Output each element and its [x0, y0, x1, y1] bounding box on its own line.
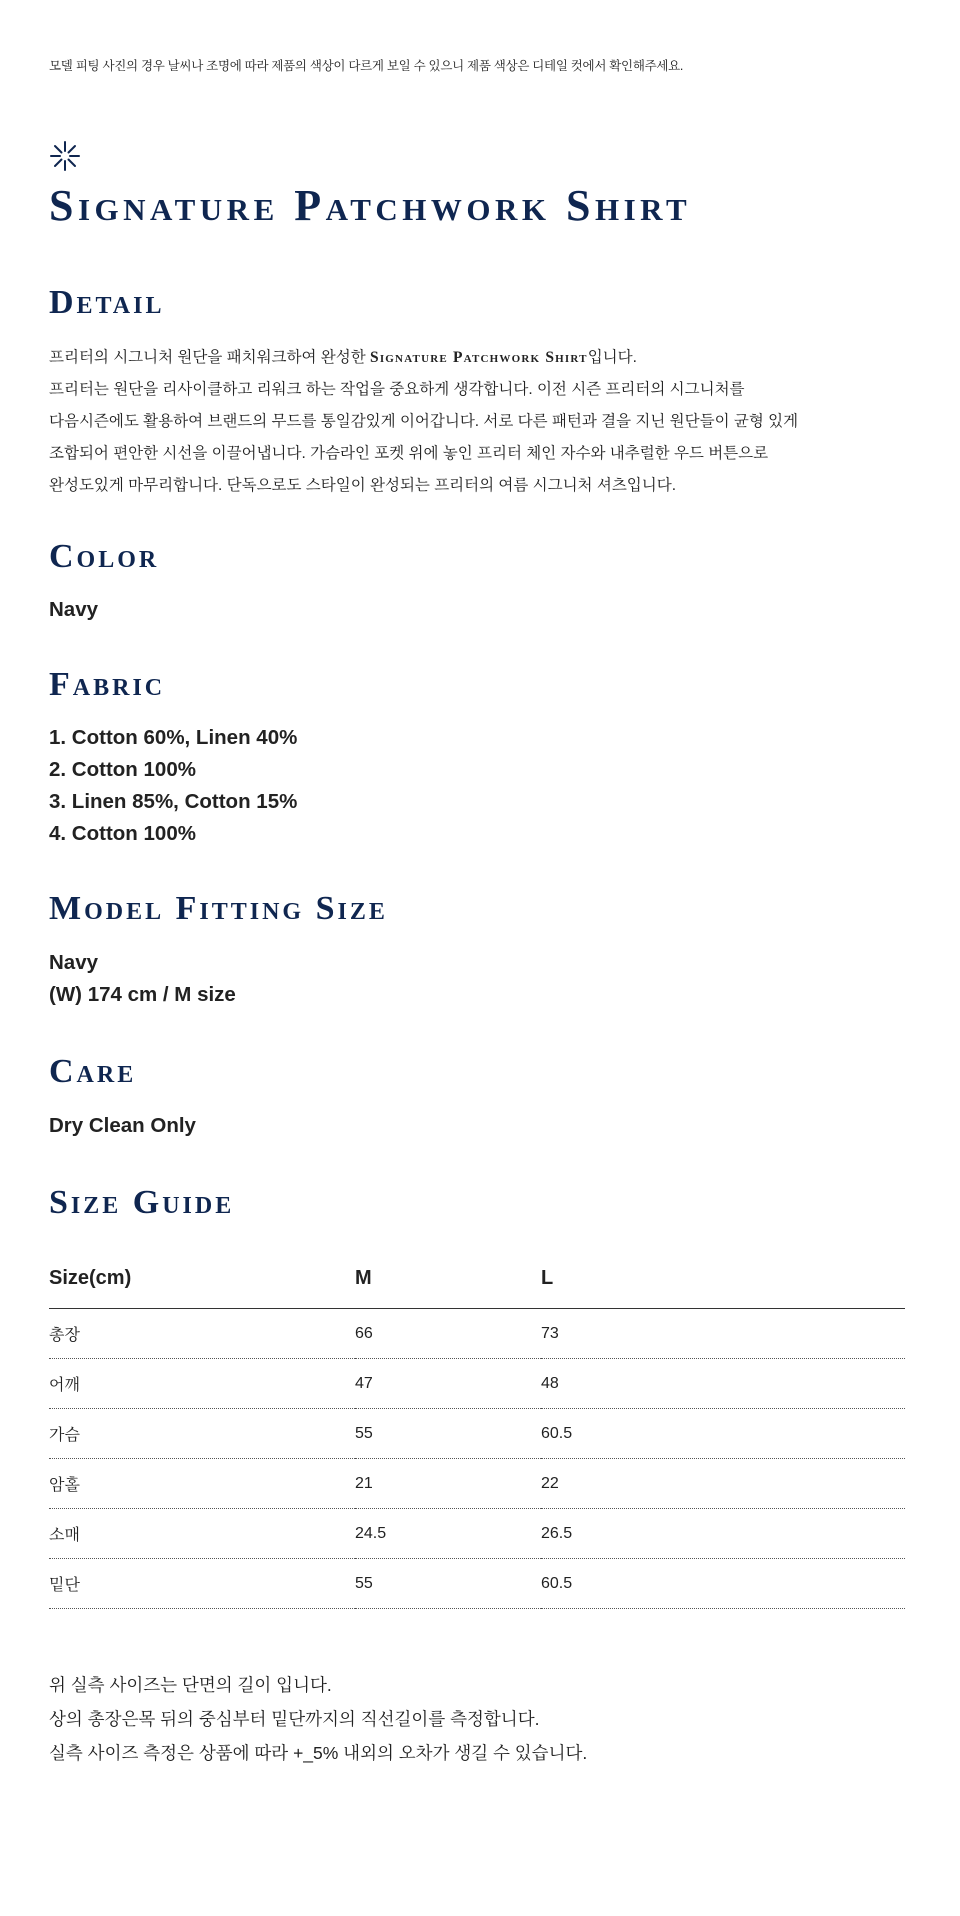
size-table-header-row: [49, 1248, 905, 1309]
cell-l: 73: [541, 1309, 905, 1359]
table-row: [49, 1509, 905, 1559]
row-label: 어깨: [49, 1359, 355, 1409]
column-header-size: Size(cm): [49, 1248, 355, 1309]
cell-m: 55: [355, 1409, 541, 1459]
row-label: 총장: [49, 1309, 355, 1359]
detail-line-1: [49, 342, 909, 374]
fabric-heading: Fabric: [49, 666, 166, 703]
model-color: Navy: [49, 951, 99, 974]
product-title: Signature Patchwork Shirt: [49, 181, 692, 230]
table-row: [49, 1309, 905, 1359]
table-row: [49, 1409, 905, 1459]
table-row: [49, 1559, 905, 1609]
color-heading: Color: [49, 538, 160, 575]
cell-l: 60.5: [541, 1559, 905, 1609]
fabric-item: 3. Linen 85%, Cotton 15%: [49, 790, 298, 813]
detail-line-4: 조합되어 편안한 시선을 이끌어냅니다. 가슴라인 포켓 위에 놓인 프리터 체인 자수와 내추럴한 우드 버튼으로: [49, 445, 769, 462]
table-row: [49, 1459, 905, 1509]
fabric-item: 1. Cotton 60%, Linen 40%: [49, 726, 298, 749]
cell-l: 48: [541, 1359, 905, 1409]
detail-description: [49, 342, 909, 502]
column-header-l: L: [541, 1248, 905, 1309]
detail-line-2: 프리터는 원단을 리사이클하고 리워크 하는 작업을 중요하게 생각합니다. 이전 시즌 프리터의 시그니처를: [49, 381, 745, 398]
care-value: Dry Clean Only: [49, 1114, 196, 1137]
model-fitting-heading: Model Fitting Size: [49, 890, 388, 927]
detail-product-name: Signature Patchwork Shirt: [370, 349, 588, 366]
cell-m: 24.5: [355, 1509, 541, 1559]
row-label: 가슴: [49, 1409, 355, 1459]
note-line: 실측 사이즈 측정은 상품에 따라 +_5% 내외의 오차가 생길 수 있습니다.: [49, 1743, 588, 1763]
color-notice: 모델 피팅 사진의 경우 날씨나 조명에 따라 제품의 색상이 다르게 보일 수 있으니 제품 색상은 디테일 컷에서 확인해주세요.: [49, 59, 684, 73]
care-heading: Care: [49, 1053, 137, 1090]
cell-l: 26.5: [541, 1509, 905, 1559]
fabric-item: 4. Cotton 100%: [49, 822, 196, 845]
fabric-item: 2. Cotton 100%: [49, 758, 196, 781]
detail-heading: Detail: [49, 284, 165, 321]
fabric-list: [49, 722, 297, 850]
model-size: (W) 174 cm / M size: [49, 983, 236, 1006]
cell-m: 21: [355, 1459, 541, 1509]
table-row: [49, 1359, 905, 1409]
row-label: 암홀: [49, 1459, 355, 1509]
size-guide-heading: Size Guide: [49, 1184, 235, 1221]
asterisk-star-icon: [49, 140, 81, 172]
cell-m: 66: [355, 1309, 541, 1359]
note-line: 위 실측 사이즈는 단면의 길이 입니다.: [49, 1675, 332, 1695]
cell-l: 22: [541, 1459, 905, 1509]
cell-m: 55: [355, 1559, 541, 1609]
row-label: 소매: [49, 1509, 355, 1559]
detail-line-3: 다음시즌에도 활용하여 브랜드의 무드를 통일감있게 이어갑니다. 서로 다른 패턴과 결을 지닌 원단들이 균형 있게: [49, 413, 799, 430]
measurement-notes: [49, 1668, 587, 1770]
color-value: Navy: [49, 598, 99, 621]
cell-l: 60.5: [541, 1409, 905, 1459]
detail-line-5: 완성도있게 마무리합니다. 단독으로도 스타일이 완성되는 프리터의 여름 시그니처 셔츠입니다.: [49, 477, 677, 494]
detail-line-1-prefix: 프리터의 시그니처 원단을 패치워크하여 완성한: [49, 349, 370, 366]
cell-m: 47: [355, 1359, 541, 1409]
note-line: 상의 총장은목 뒤의 중심부터 밑단까지의 직선길이를 측정합니다.: [49, 1709, 540, 1729]
column-header-m: M: [355, 1248, 541, 1309]
detail-line-1-suffix: 입니다.: [587, 349, 637, 366]
row-label: 밑단: [49, 1559, 355, 1609]
size-guide-table: [49, 1248, 905, 1609]
